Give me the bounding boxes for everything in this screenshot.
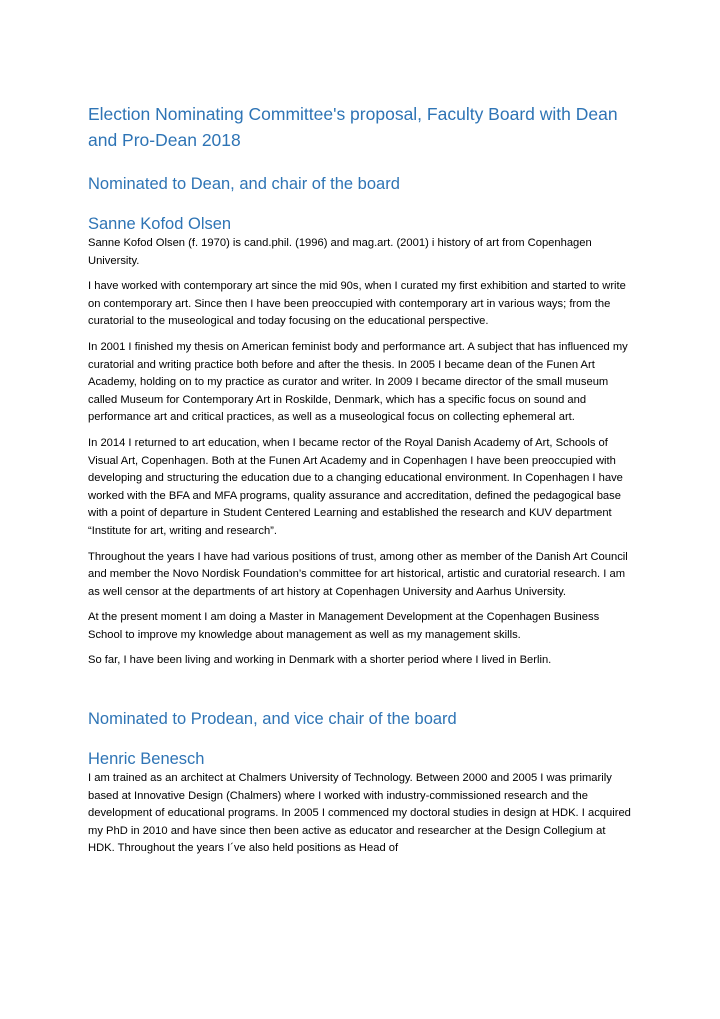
paragraph: Throughout the years I have had various positions of trust, among other as member of the Danish Art Council and member the Novo Nordisk Foundation’s committee for art historical, artistic and curatorial research. I am as well censor at the departments of art history at Copenhagen University and Aarhus University. [88,550,628,598]
document-title: Election Nominating Committee's proposal, Faculty Board with Dean and Pro-Dean 2018 [88,104,618,150]
paragraph: Sanne Kofod Olsen (f. 1970) is cand.phil. (1996) and mag.art. (2001) i history of art from Copenhagen University. [88,237,592,267]
paragraph: In 2001 I finished my thesis on American feminist body and performance art. A subject that has influenced my curatorial and writing practice both before and after the thesis. In 2005 I became dean of the Funen Art Academy, holding on to my practice as curator and writer. In 2009 I became director of the small museum called Museum for Contemporary Art in Roskilde, Denmark, which has a specific focus on sound and performance art and critical practices, as well as a museological focus on collecting ephemeral art. [88,340,628,424]
person-name-prodean: Henric Benesch [88,750,205,769]
paragraph: In 2014 I returned to art education, when I became rector of the Royal Danish Academy of Art, Schools of Visual Art, Copenhagen. Both at the Funen Art Academy and in Copenhagen I have been preoccupied with developing and structuring the education due to a changing educational environment. In Copenhagen I have worked with the BFA and MFA programs, quality assurance and accreditation, defined the pedagogical base with a point of departure in Student Centered Learning and established the research and KUV department “Institute for art, writing and research”. [88,436,623,537]
paragraph: At the present moment I am doing a Master in Management Development at the Copenhagen Business School to improve my knowledge about management as well as my management skills. [88,611,600,641]
section-heading-dean: Nominated to Dean, and chair of the board [88,175,400,193]
paragraph: So far, I have been living and working in Denmark with a shorter period where I lived in Berlin. [88,654,552,667]
person-name-dean: Sanne Kofod Olsen [88,215,232,233]
paragraph: I have worked with contemporary art since the mid 90s, when I curated my first exhibition and started to write on contemporary art. Since then I have been preoccupied with contemporary art in various ways; from the curatorial to the museological and today focusing on the educational perspective. [88,280,626,328]
paragraph: I am trained as an architect at Chalmers University of Technology. Between 2000 and 2005 I was primarily based at Innovative Design (Chalmers) where I worked with industry-commissioned research and the development of educational programs. In 2005 I commenced my doctoral studies in design at HDK. I acquired my PhD in 2010 and have since then been active as educator and researcher at the Design Collegium at HDK. Throughout the years I´ve also held positions as Head of [88,772,631,855]
section-heading-prodean: Nominated to Prodean, and vice chair of the board [88,710,457,729]
